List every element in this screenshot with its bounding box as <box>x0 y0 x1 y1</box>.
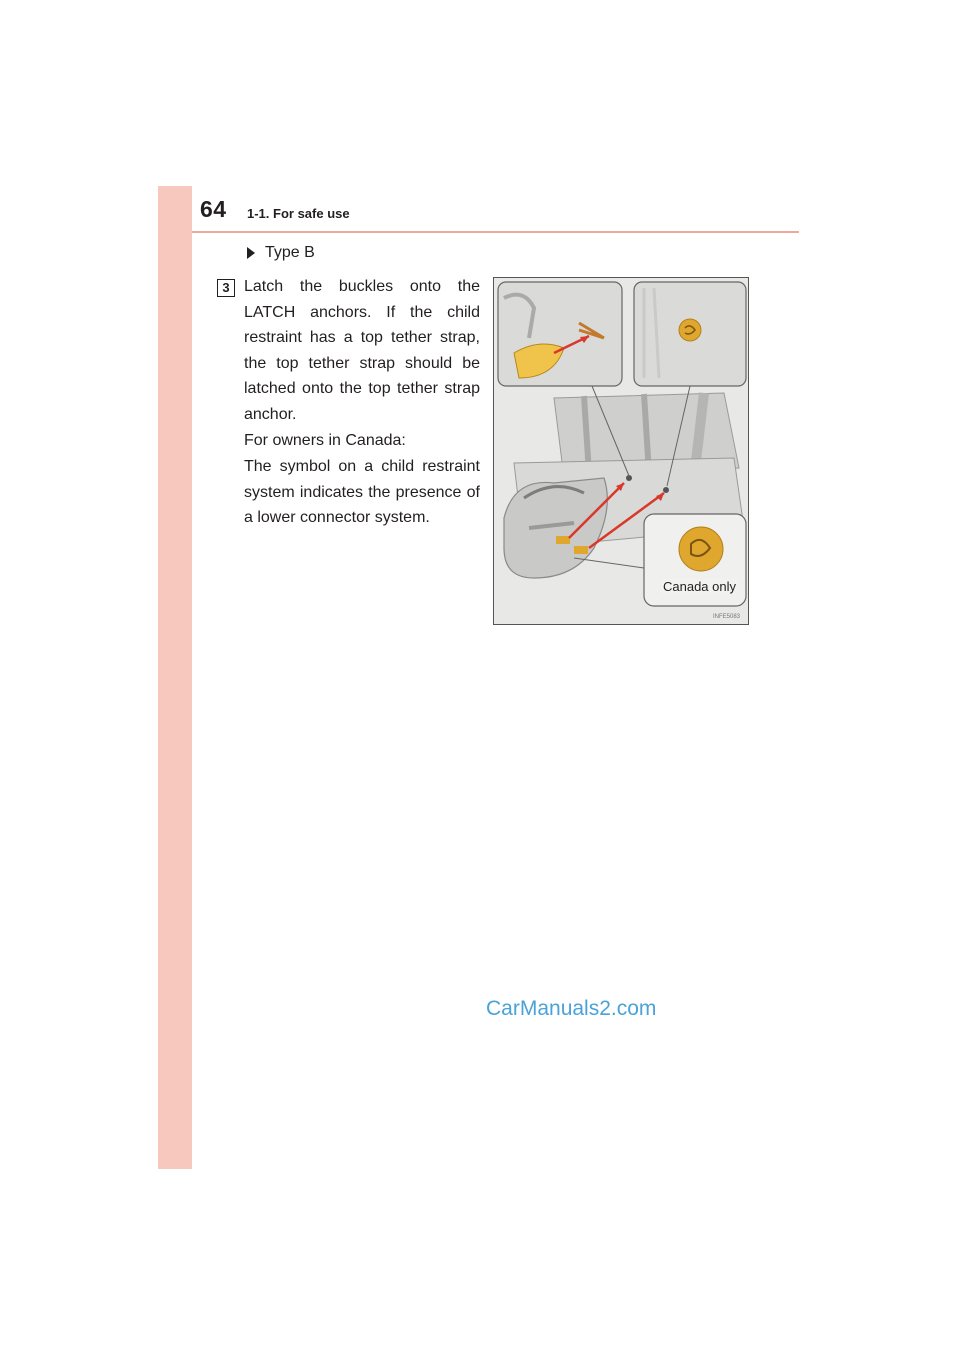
canada-symbol-text: The symbol on a child restraint system indicates the presence of a lower connector system. <box>244 458 480 527</box>
type-label: Type B <box>265 244 315 261</box>
watermark: CarManuals2.com <box>486 997 657 1020</box>
step-instruction-text: Latch the buckles onto the LATCH anchors. If the child restraint has a top tether strap, the top tether strap should be latched onto the top tether strap anchor. <box>244 278 480 423</box>
side-band <box>158 186 192 1169</box>
section-title: 1-1. For safe use <box>247 206 350 221</box>
page-number: 64 <box>200 196 227 222</box>
latch-illustration <box>494 278 749 625</box>
type-heading <box>247 244 315 262</box>
step-number-badge: 3 <box>217 279 235 297</box>
header-rule <box>192 231 799 233</box>
triangle-bullet-icon <box>247 247 255 259</box>
figure-code: INFE5083 <box>713 614 741 620</box>
latch-installation-figure <box>493 277 749 625</box>
canada-owners-heading: For owners in Canada: <box>244 432 406 449</box>
canada-only-label: Canada only <box>663 579 736 594</box>
